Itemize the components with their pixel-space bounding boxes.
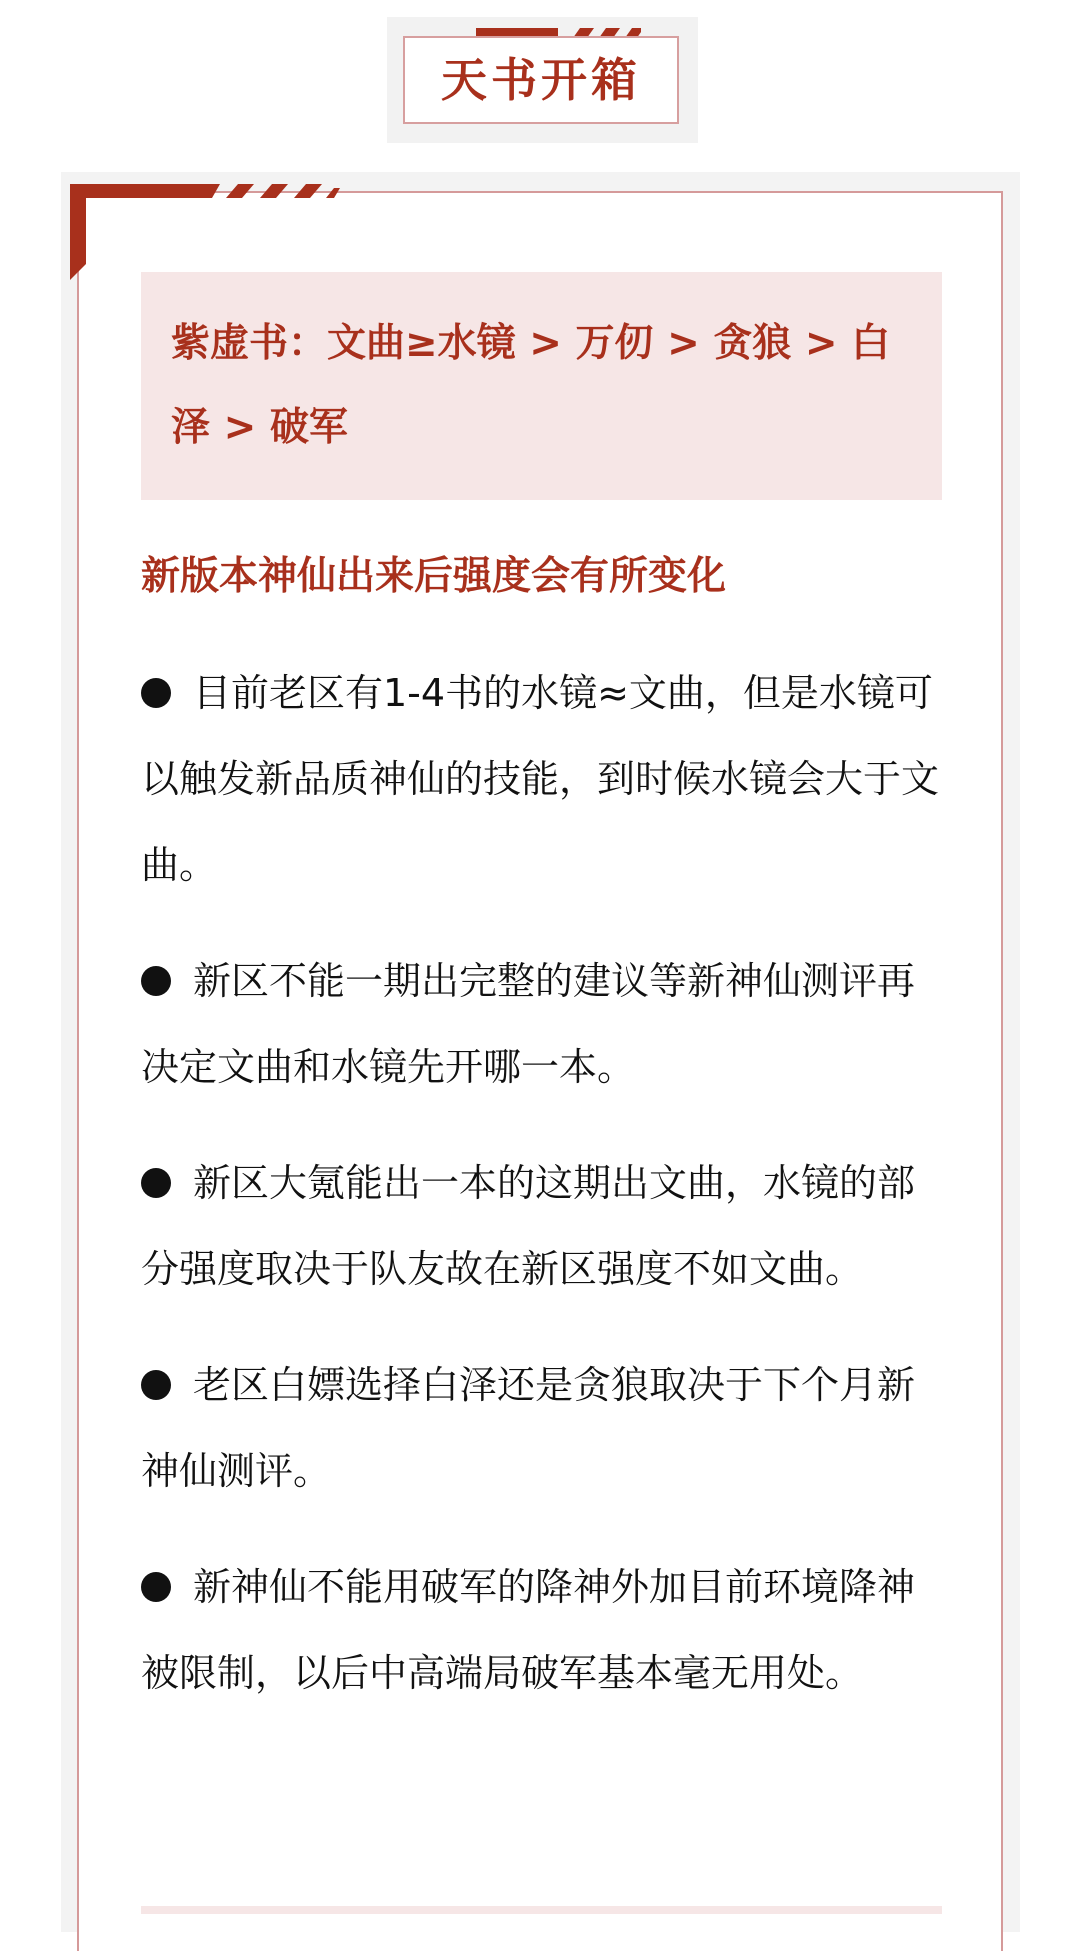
bullet-dot-icon — [141, 1168, 171, 1198]
bullet-text: 新区不能一期出完整的建议等新神仙测评再决定文曲和水镜先开哪一本。 — [141, 959, 916, 1089]
ranking-highlight-box — [141, 272, 942, 500]
ranking-text: 紫虚书：文曲≥水镜 > 万仞 > 贪狼 > 白泽 > 破军 — [171, 321, 891, 450]
bullet-text: 目前老区有1-4书的水镜≈文曲，但是水镜可以触发新品质神仙的技能，到时候水镜会大于文曲。 — [141, 671, 940, 887]
bullet-item — [141, 1544, 942, 1716]
title-box — [403, 36, 679, 124]
bullet-dot-icon — [141, 1572, 171, 1602]
page-title: 天书开箱 — [441, 53, 641, 107]
bullet-list — [141, 650, 942, 1746]
bullet-dot-icon — [141, 678, 171, 708]
next-highlight-box-edge — [141, 1906, 942, 1914]
bullet-text: 老区白嫖选择白泽还是贪狼取决于下个月新神仙测评。 — [141, 1363, 916, 1493]
bullet-item — [141, 1342, 942, 1514]
bullet-item — [141, 650, 942, 908]
bullet-item — [141, 1140, 942, 1312]
section-subheading: 新版本神仙出来后强度会有所变化 — [141, 554, 727, 599]
bullet-text: 新神仙不能用破军的降神外加目前环境降神被限制，以后中高端局破军基本毫无用处。 — [141, 1565, 916, 1695]
bullet-text: 新区大氪能出一本的这期出文曲，水镜的部分强度取决于队友故在新区强度不如文曲。 — [141, 1161, 916, 1291]
title-badge — [387, 17, 698, 143]
bullet-dot-icon — [141, 966, 171, 996]
corner-stripe-decoration — [70, 184, 340, 280]
bullet-dot-icon — [141, 1370, 171, 1400]
bullet-item — [141, 938, 942, 1110]
